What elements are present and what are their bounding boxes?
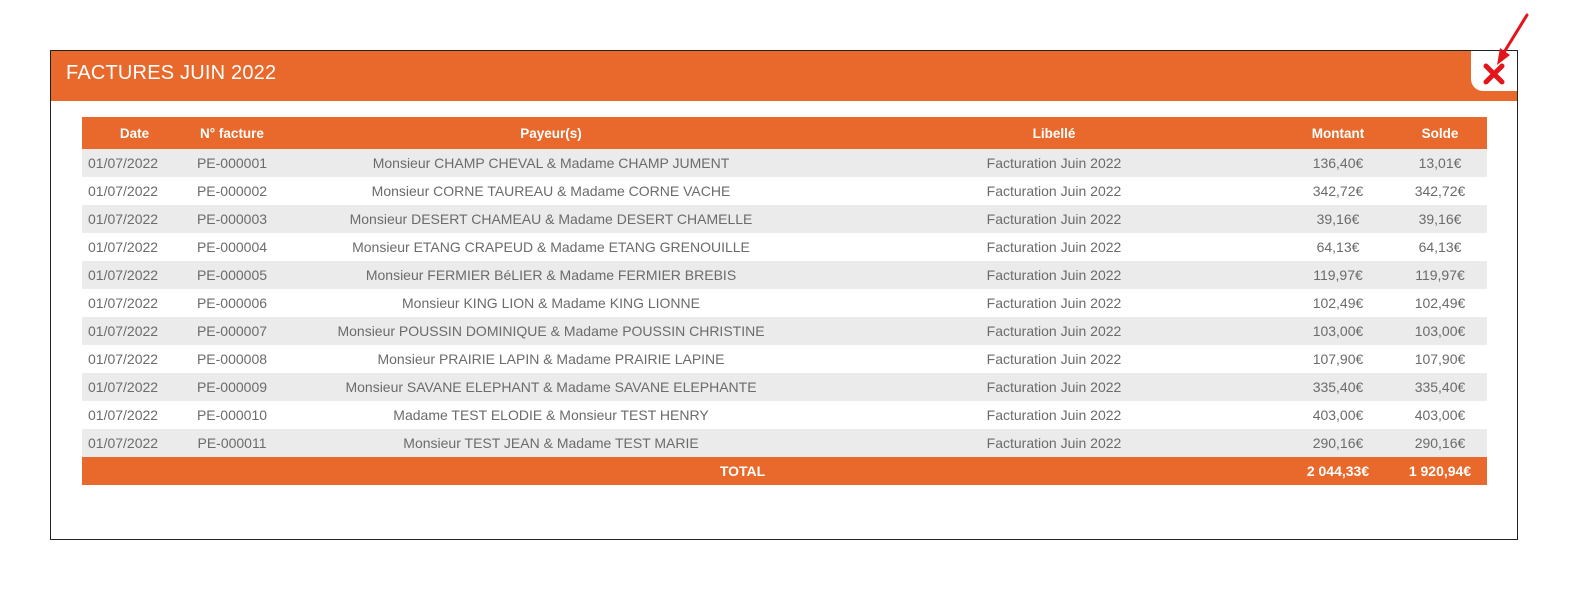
- cell-balance: 102,49€: [1393, 289, 1487, 317]
- cell-amount: 107,90€: [1283, 345, 1393, 373]
- column-header-balance[interactable]: Solde: [1393, 117, 1487, 149]
- cell-invoice-no: PE-000002: [187, 177, 277, 205]
- cell-amount: 119,97€: [1283, 261, 1393, 289]
- table-row[interactable]: [82, 177, 1487, 205]
- cell-invoice-no: PE-000011: [187, 429, 277, 457]
- cell-amount: 403,00€: [1283, 401, 1393, 429]
- table-row[interactable]: [82, 205, 1487, 233]
- cell-amount: 102,49€: [1283, 289, 1393, 317]
- cell-payers: Monsieur CHAMP CHEVAL & Madame CHAMP JUMENT: [277, 149, 825, 177]
- column-header-date[interactable]: Date: [82, 117, 187, 149]
- cell-payers: Monsieur ETANG CRAPEUD & Madame ETANG GRENOUILLE: [277, 233, 825, 261]
- cell-date: 01/07/2022: [82, 149, 187, 177]
- cell-invoice-no: PE-000006: [187, 289, 277, 317]
- cell-payers: Monsieur KING LION & Madame KING LIONNE: [277, 289, 825, 317]
- cell-label: Facturation Juin 2022: [825, 177, 1283, 205]
- cell-label: Facturation Juin 2022: [825, 205, 1283, 233]
- total-row: [82, 457, 1487, 485]
- cell-date: 01/07/2022: [82, 261, 187, 289]
- cell-amount: 342,72€: [1283, 177, 1393, 205]
- cell-balance: 403,00€: [1393, 401, 1487, 429]
- table-row[interactable]: [82, 373, 1487, 401]
- cell-date: 01/07/2022: [82, 373, 187, 401]
- cell-label: Facturation Juin 2022: [825, 233, 1283, 261]
- cell-date: 01/07/2022: [82, 177, 187, 205]
- cell-invoice-no: PE-000001: [187, 149, 277, 177]
- cell-payers: Monsieur CORNE TAUREAU & Madame CORNE VACHE: [277, 177, 825, 205]
- cell-amount: 290,16€: [1283, 429, 1393, 457]
- cell-payers: Monsieur SAVANE ELEPHANT & Madame SAVANE ELEPHANTE: [277, 373, 825, 401]
- cell-label: Facturation Juin 2022: [825, 289, 1283, 317]
- cell-payers: Monsieur PRAIRIE LAPIN & Madame PRAIRIE LAPINE: [277, 345, 825, 373]
- invoices-modal: [50, 50, 1518, 540]
- column-header-label[interactable]: Libellé: [825, 117, 1283, 149]
- cell-balance: 103,00€: [1393, 317, 1487, 345]
- cell-invoice-no: PE-000008: [187, 345, 277, 373]
- column-header-invoice-no[interactable]: N° facture: [187, 117, 277, 149]
- cell-date: 01/07/2022: [82, 205, 187, 233]
- cell-balance: 342,72€: [1393, 177, 1487, 205]
- table-row[interactable]: [82, 429, 1487, 457]
- modal-header: [51, 51, 1517, 101]
- cell-date: 01/07/2022: [82, 429, 187, 457]
- cell-date: 01/07/2022: [82, 401, 187, 429]
- cell-balance: 119,97€: [1393, 261, 1487, 289]
- cell-date: 01/07/2022: [82, 233, 187, 261]
- cell-balance: 39,16€: [1393, 205, 1487, 233]
- cell-invoice-no: PE-000005: [187, 261, 277, 289]
- cell-payers: Monsieur TEST JEAN & Madame TEST MARIE: [277, 429, 825, 457]
- column-header-payers[interactable]: Payeur(s): [277, 117, 825, 149]
- cell-payers: Monsieur FERMIER BéLIER & Madame FERMIER BREBIS: [277, 261, 825, 289]
- cell-amount: 64,13€: [1283, 233, 1393, 261]
- invoices-table-wrapper: [82, 117, 1487, 485]
- cell-payers: Madame TEST ELODIE & Monsieur TEST HENRY: [277, 401, 825, 429]
- cell-label: Facturation Juin 2022: [825, 401, 1283, 429]
- total-amount: 2 044,33€: [1283, 457, 1393, 485]
- cell-label: Facturation Juin 2022: [825, 261, 1283, 289]
- total-balance: 1 920,94€: [1393, 457, 1487, 485]
- table-row[interactable]: [82, 261, 1487, 289]
- invoices-table: [82, 117, 1487, 485]
- cell-label: Facturation Juin 2022: [825, 345, 1283, 373]
- table-row[interactable]: [82, 317, 1487, 345]
- modal-title: FACTURES JUIN 2022: [66, 62, 277, 84]
- cell-invoice-no: PE-000010: [187, 401, 277, 429]
- cell-label: Facturation Juin 2022: [825, 373, 1283, 401]
- cell-payers: Monsieur DESERT CHAMEAU & Madame DESERT CHAMELLE: [277, 205, 825, 233]
- cell-invoice-no: PE-000004: [187, 233, 277, 261]
- cell-invoice-no: PE-000003: [187, 205, 277, 233]
- cell-amount: 39,16€: [1283, 205, 1393, 233]
- cell-date: 01/07/2022: [82, 289, 187, 317]
- cell-balance: 107,90€: [1393, 345, 1487, 373]
- table-row[interactable]: [82, 233, 1487, 261]
- cell-payers: Monsieur POUSSIN DOMINIQUE & Madame POUSSIN CHRISTINE: [277, 317, 825, 345]
- cell-label: Facturation Juin 2022: [825, 317, 1283, 345]
- total-label: TOTAL: [82, 457, 1283, 485]
- table-row[interactable]: [82, 289, 1487, 317]
- cell-label: Facturation Juin 2022: [825, 429, 1283, 457]
- cell-amount: 335,40€: [1283, 373, 1393, 401]
- column-header-amount[interactable]: Montant: [1283, 117, 1393, 149]
- table-header-row: [82, 117, 1487, 149]
- cell-date: 01/07/2022: [82, 345, 187, 373]
- annotation-arrow-icon: [1490, 10, 1534, 72]
- table-row[interactable]: [82, 345, 1487, 373]
- table-row[interactable]: [82, 149, 1487, 177]
- table-row[interactable]: [82, 401, 1487, 429]
- cell-label: Facturation Juin 2022: [825, 149, 1283, 177]
- cell-balance: 335,40€: [1393, 373, 1487, 401]
- cell-invoice-no: PE-000009: [187, 373, 277, 401]
- cell-balance: 290,16€: [1393, 429, 1487, 457]
- cell-balance: 13,01€: [1393, 149, 1487, 177]
- cell-date: 01/07/2022: [82, 317, 187, 345]
- cell-invoice-no: PE-000007: [187, 317, 277, 345]
- cell-balance: 64,13€: [1393, 233, 1487, 261]
- cell-amount: 103,00€: [1283, 317, 1393, 345]
- cell-amount: 136,40€: [1283, 149, 1393, 177]
